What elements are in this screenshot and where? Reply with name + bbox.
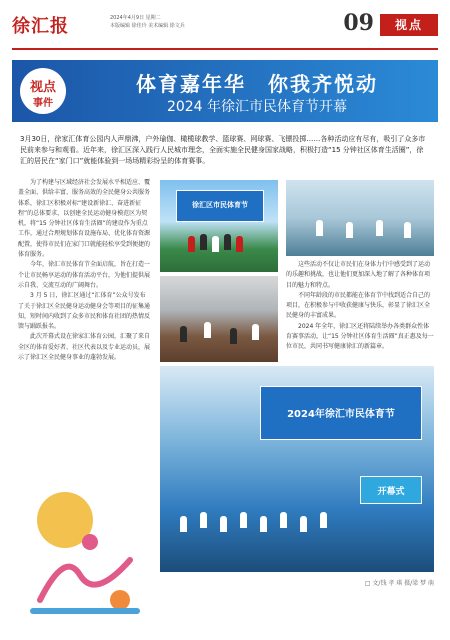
ball-icon [110, 590, 130, 610]
person-figure [224, 234, 231, 250]
person-figure [188, 236, 195, 252]
person-figure [320, 512, 327, 528]
stage-board [176, 190, 264, 222]
headline-subtitle: 2024 年徐汇市民体育节开幕 [166, 99, 348, 115]
header-rule [12, 48, 438, 50]
person-figure [346, 222, 353, 238]
page-number: 09 [343, 10, 374, 36]
person-figure [230, 328, 237, 344]
date-line: 2024年4月9日 星期二 [110, 15, 161, 21]
person-figure [260, 516, 267, 532]
runner-head [82, 534, 98, 550]
masthead [12, 10, 438, 46]
editor-line: 本版编辑 徐佳玲 美术编辑 徐文兵 [110, 23, 185, 29]
badge-bottom-text: 事件 [33, 98, 53, 109]
photo-martial-arts [286, 180, 434, 256]
photo-festival-stage [160, 366, 434, 572]
person-figure [300, 516, 307, 532]
lead-paragraph: 3月30日，徐家汇体育公园内人声鼎沸，户外瑜伽、橄榄球教学、篮球赛、网球赛、飞镖投掷……各种活动应有尽有，吸引了众多市民前来参与和观看。近年来，徐汇区深入践行人民城市理念，全面实施全民健身国家战略，积极打造“15 分钟社区体育生活圈”，徐汇的居民在“家门口”就能体验到一场场精彩纷呈的体育赛事。 [20, 135, 426, 165]
photo-basketball [160, 276, 278, 362]
person-figure [316, 220, 323, 236]
person-figure [180, 516, 187, 532]
article-paragraph: 这些活动不仅让市民们在身体力行中感受到了运动的乐趣和挑战，也让他们更加深入地了解了各种体育项目的魅力和特点。 [286, 261, 431, 289]
ground-line [30, 608, 140, 614]
person-figure [404, 222, 411, 238]
headline-banner [12, 60, 438, 122]
person-figure [376, 220, 383, 236]
article-right-column [286, 260, 434, 353]
person-figure [200, 512, 207, 528]
ceremony-sign-text: 开幕式 [377, 487, 405, 497]
article-paragraph: 2024 年全年，徐汇区还将陆续举办各类群众性体育赛事活动，让“15 分钟社区体育生活圈”真正惠及每一位市民，共同书写健康徐汇的新篇章。 [286, 322, 434, 351]
festival-board-text: 2024年徐汇市民体育节 [287, 409, 395, 420]
person-figure [252, 324, 259, 340]
photo-opening-ceremony [160, 180, 278, 272]
person-figure [212, 236, 219, 252]
stage-board-text: 徐汇区市民体育节 [192, 201, 248, 209]
article-paragraph: 此次开幕式设在徐家汇体育公园，汇聚了来自全区的体育爱好者、社区代表以及专业运动员，展示了徐汇区全民健身事业的蓬勃发展。 [18, 333, 151, 362]
badge-top-text: 视点 [29, 80, 56, 95]
masthead-meta [110, 14, 310, 30]
section-label: 视点 [380, 14, 438, 36]
person-figure [200, 234, 207, 250]
article-paragraph: 不同年龄段的市民都能在体育节中找到适合自己的项目，在积极参与中收获健康与快乐，彰显了徐汇区全民健身的丰富成果。 [286, 291, 431, 320]
ceremony-sign [360, 476, 422, 504]
sports-illustration [20, 480, 150, 630]
headline-title: 体育嘉年华 你我齐悦动 [136, 72, 378, 96]
photo-credit: □ 文/钱 孝 琪 摄/梁 梦 萌 [364, 580, 434, 587]
article-paragraph: 今年，徐汇市民体育节全面启航，旨在打造一个让市民畅享运动的体育活动平台，为他们提供展示自我、交流互动的广阔舞台。 [18, 261, 151, 289]
article-paragraph: 3 月 5 日，徐汇区通过“汇体育”公众号发布了关于徐汇区全民健身运动健身会等项目的征集通知，短时间内收到了众多市民和体育社团的热情反馈与踊跃报名。 [18, 292, 151, 331]
person-figure [180, 326, 187, 342]
newspaper-logo: 徐汇报 [12, 16, 69, 37]
person-figure [204, 322, 211, 338]
article-left-column [18, 178, 150, 363]
person-figure [240, 512, 247, 528]
person-figure [220, 516, 227, 532]
article-paragraph: 为了构建与区域经济社会发展水平相适应、覆盖全面、供给丰富、服务高效的全民健身公共服务体系，徐汇区积极对标“建设新徐汇、奋进新征程”的总体要求，以创建全民运动健身模范区为契机，将“15 分钟社区体育生活圈”的建设作为重点工作，通过合理规划体育设施布局、优化体育资源配置，使得市民们在家门口就能轻松享受到便捷的体育服务。 [18, 179, 151, 259]
person-figure [280, 512, 287, 528]
person-figure [236, 236, 243, 252]
festival-board [260, 386, 422, 440]
column-badge [20, 68, 66, 114]
